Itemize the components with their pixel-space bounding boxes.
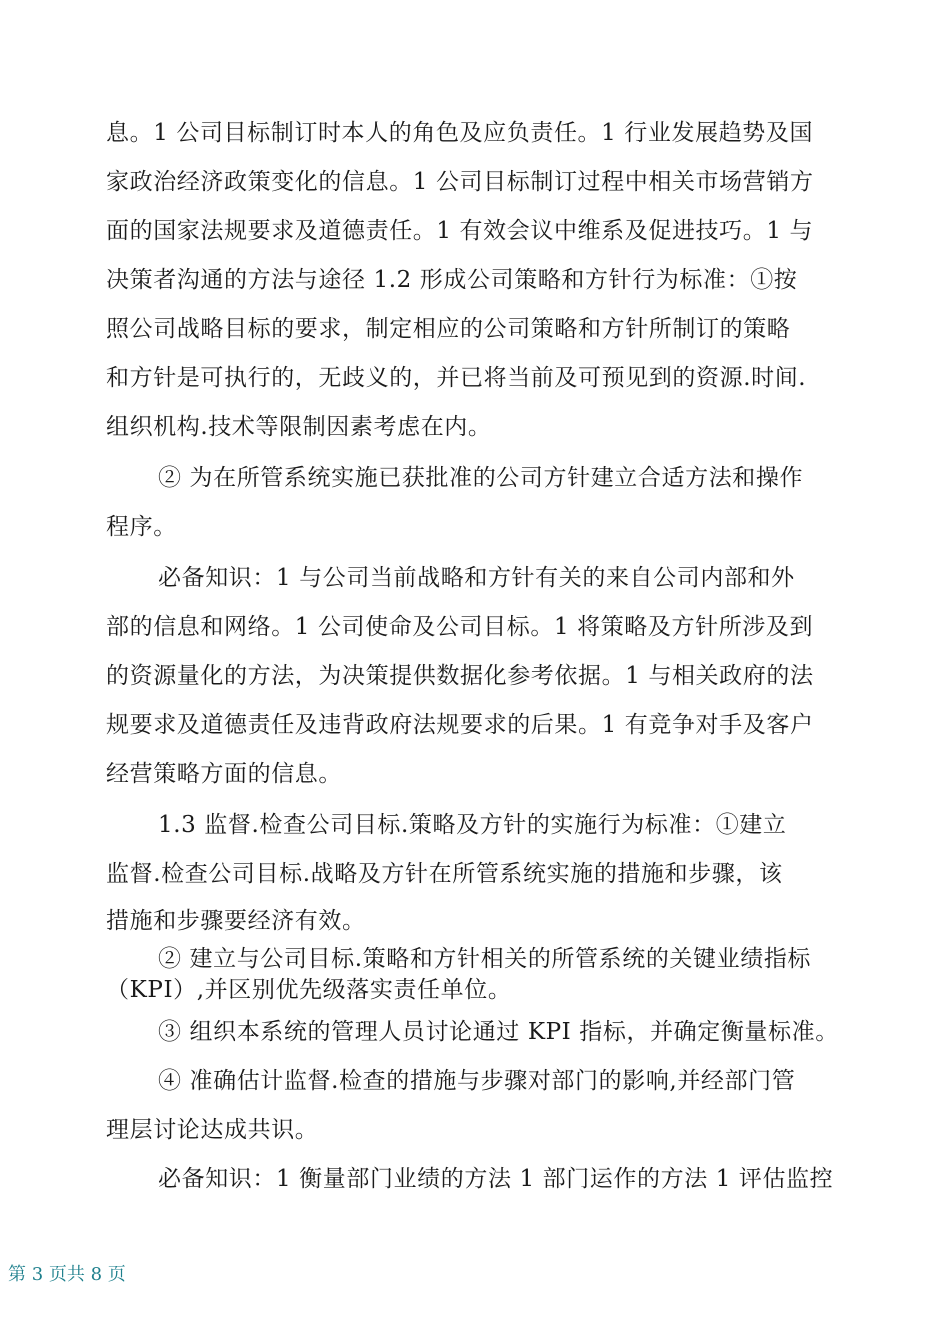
text-line: 息。1 公司目标制订时本人的角色及应负责任。1 行业发展趋势及国	[106, 120, 814, 146]
text-line: ② 建立与公司目标.策略和方针相关的所管系统的关键业绩指标	[158, 946, 812, 972]
text-line: 1.3 监督.检查公司目标.策略及方针的实施行为标准：①建立	[158, 812, 787, 838]
text-line: 监督.检查公司目标.战略及方针在所管系统实施的措施和步骤，该	[106, 861, 783, 887]
text-line: 程序。	[106, 514, 177, 540]
text-line: 必备知识：1 衡量部门业绩的方法 1 部门运作的方法 1 评估监控	[158, 1166, 834, 1192]
text-line: 必备知识：1 与公司当前战略和方针有关的来自公司内部和外	[158, 565, 795, 591]
text-line: 组织机构.技术等限制因素考虑在内。	[106, 414, 492, 440]
text-line: ④ 准确估计监督.检查的措施与步骤对部门的影响,并经部门管	[158, 1068, 796, 1094]
text-line: 理层讨论达成共识。	[106, 1117, 319, 1143]
text-line: 决策者沟通的方法与途径 1.2 形成公司策略和方针行为标准：①按	[106, 267, 798, 293]
text-line: 的资源量化的方法，为决策提供数据化参考依据。1 与相关政府的法	[106, 663, 814, 689]
text-line: 和方针是可执行的，无歧义的，并已将当前及可预见到的资源.时间.	[106, 365, 807, 391]
page-number-footer: 第 3 页共 8 页	[8, 1264, 126, 1285]
text-line: ③ 组织本系统的管理人员讨论通过 KPI 指标，并确定衡量标准。	[158, 1019, 839, 1045]
text-line: ② 为在所管系统实施已获批准的公司方针建立合适方法和操作	[158, 465, 804, 491]
text-line: 部的信息和网络。1 公司使命及公司目标。1 将策略及方针所涉及到	[106, 614, 814, 640]
text-line: 经营策略方面的信息。	[106, 761, 342, 787]
text-line: 家政治经济政策变化的信息。1 公司目标制订过程中相关市场营销方	[106, 169, 814, 195]
text-line: 照公司战略目标的要求，制定相应的公司策略和方针所制订的策略	[106, 316, 791, 342]
text-line: 措施和步骤要经济有效。	[106, 908, 366, 934]
text-line: （KPI）,并区别优先级落实责任单位。	[106, 977, 512, 1003]
text-line: 面的国家法规要求及道德责任。1 有效会议中维系及促进技巧。1 与	[106, 218, 814, 244]
text-line: 规要求及道德责任及违背政府法规要求的后果。1 有竞争对手及客户	[106, 712, 814, 738]
